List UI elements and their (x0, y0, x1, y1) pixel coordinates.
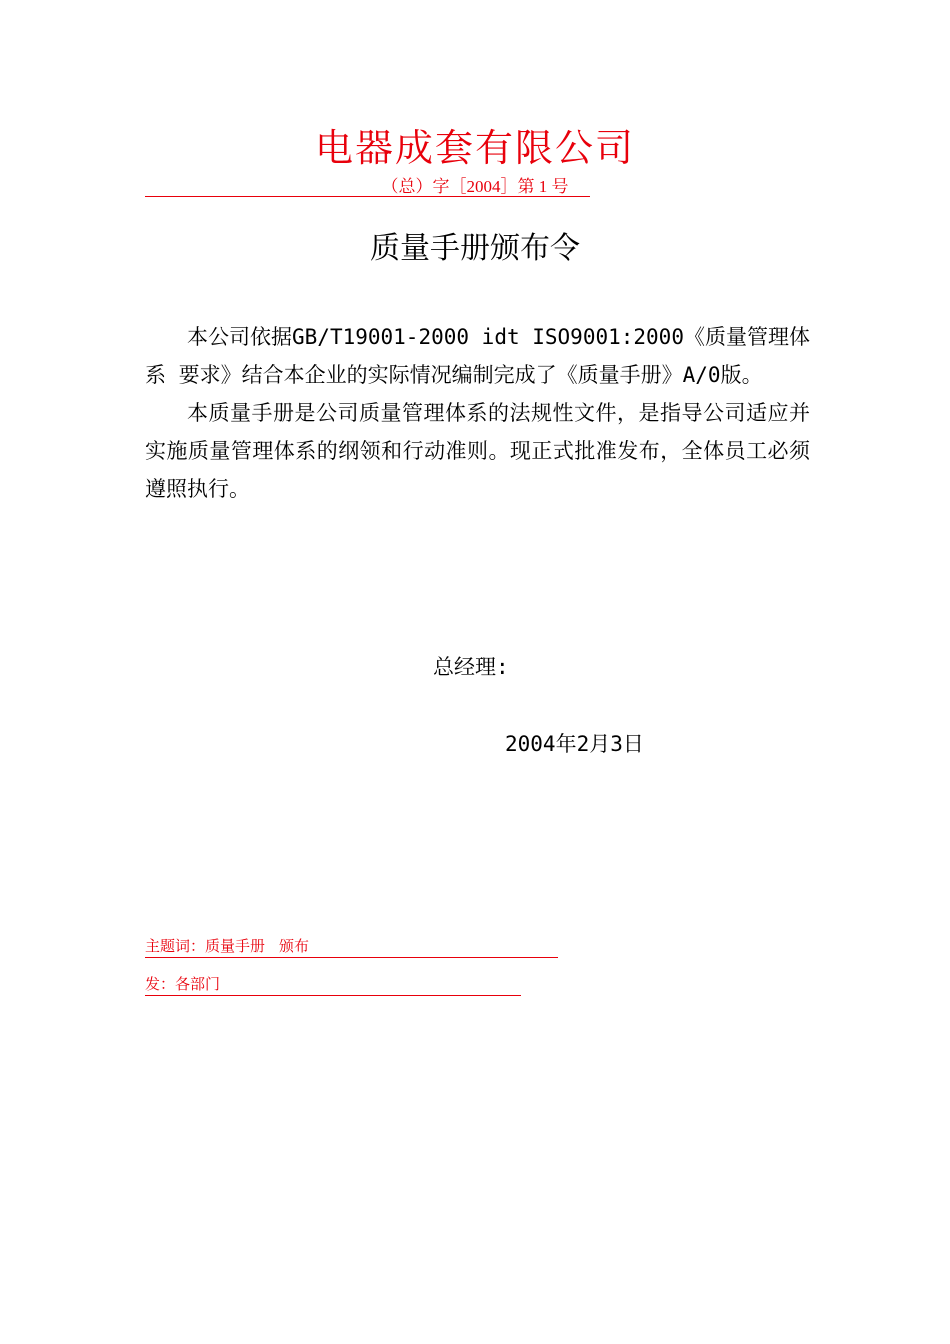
footer-distribution (145, 975, 521, 996)
footer-keywords (145, 937, 558, 958)
distribution-value: 各部门 (175, 977, 221, 993)
signature-label: 总经理: (433, 655, 509, 679)
company-name: 电器成套有限公司 (314, 126, 635, 170)
keyword-2: 颁布 (279, 939, 310, 955)
document-body (145, 318, 810, 508)
body-paragraph-2: 本质量手册是公司质量管理体系的法规性文件，是指导公司适应并实施质量管理体系的纲领和行动准则。现正式批准发布，全体员工必须遵照执行。 (145, 401, 810, 501)
distribution-label: 发： (145, 977, 176, 993)
header-red-rule (145, 196, 590, 197)
keyword-1: 质量手册 (205, 939, 266, 955)
document-number: （总）字［2004］第 1 号 (381, 177, 569, 196)
signature-date: 2004年2月3日 (505, 732, 644, 756)
body-paragraph-1: 本公司依据GB/T19001-2000 idt ISO9001:2000《质量管理体系 要求》结合本企业的实际情况编制完成了《质量手册》A/0版。 (145, 325, 810, 387)
keywords-label: 主题词： (145, 939, 206, 955)
document-title: 质量手册颁布令 (370, 231, 580, 266)
